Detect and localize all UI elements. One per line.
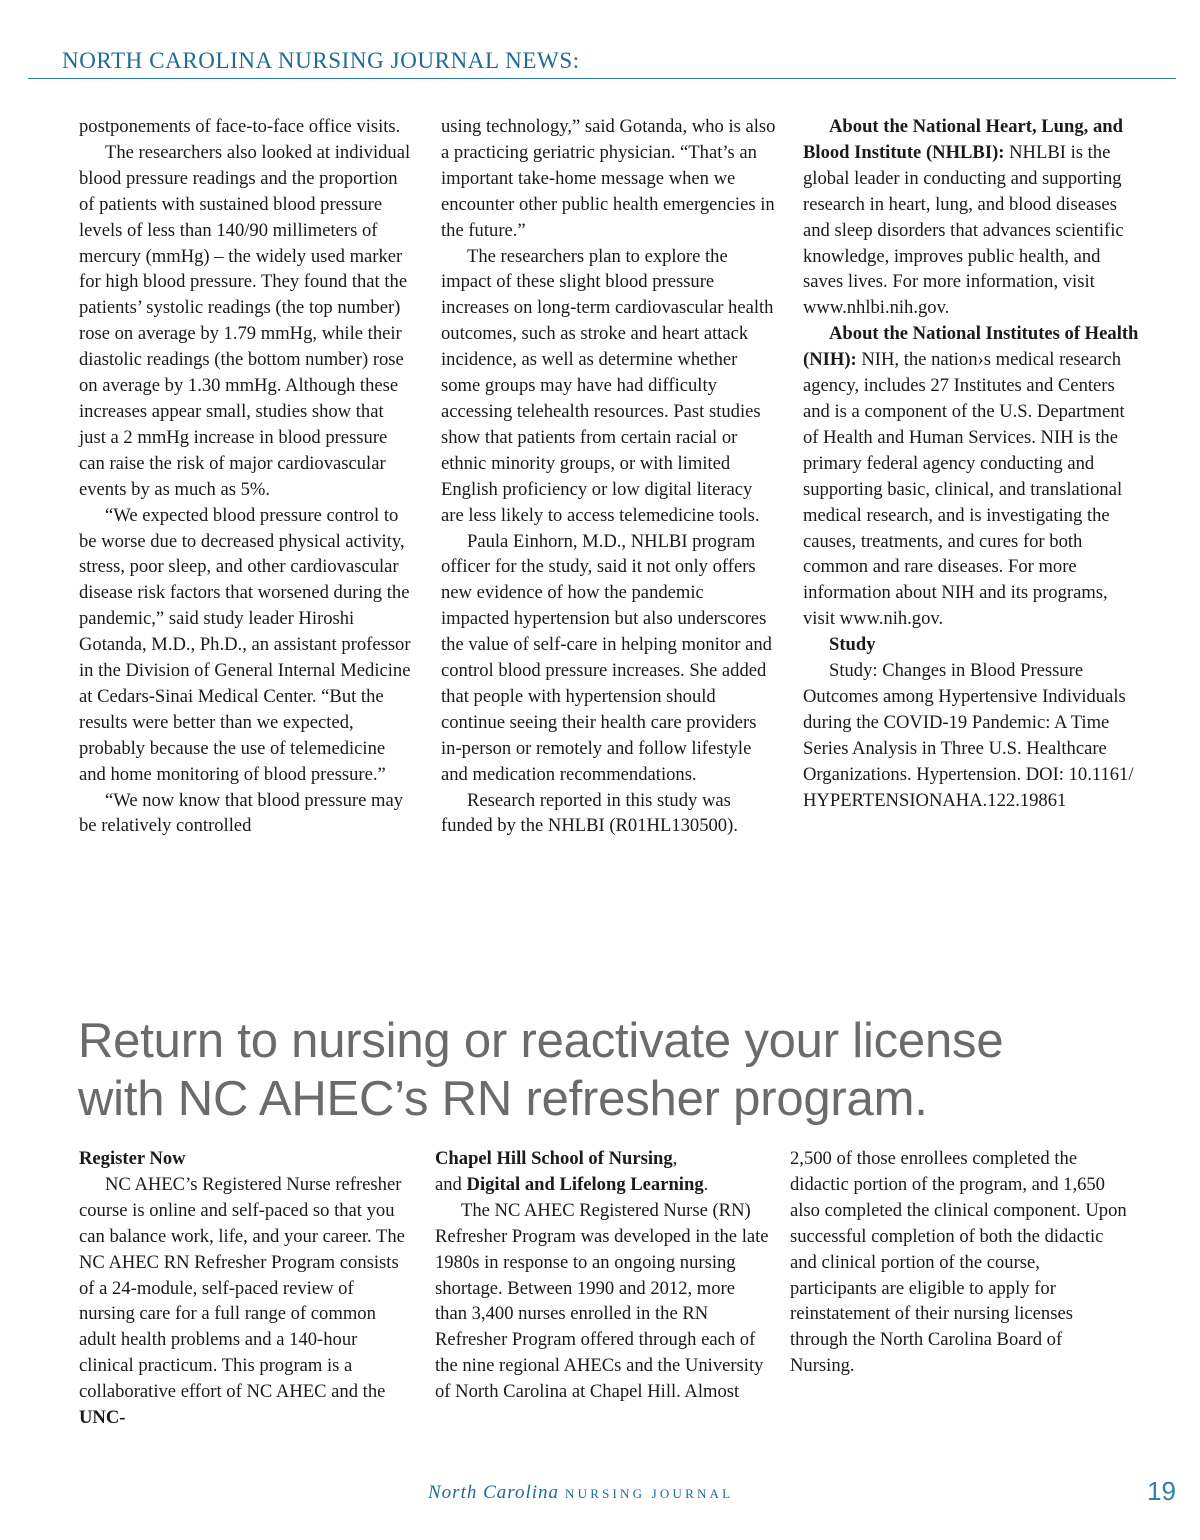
nhlbi-heading: About the National Heart, Lung, and Blood Institute (NHLBI): — [803, 116, 1123, 163]
paragraph: 2,500 of those enrollees completed the didactic portion of the program, and 1,650 also completed the clinical component. Upon successful completion of both the didactic and clinical portion of the course, participants are eligible to apply for reinstatement of their nursing licenses through the North Carolina Board of Nursing. — [790, 1148, 1127, 1377]
section-header-title: NORTH CAROLINA NURSING JOURNAL NEWS: — [62, 48, 580, 73]
nih-heading: About the National Institutes of Health (NIH): — [803, 323, 1139, 371]
promo-headline — [78, 1012, 1158, 1128]
school-of-nursing-bold: Chapel Hill School of Nursing — [435, 1148, 673, 1169]
promo-headline-line-2: with NC AHEC’s RN refresher program. — [78, 1072, 928, 1126]
paragraph: The researchers plan to explore the impact of these slight blood pressure increases on long-term cardiovascular health outcomes, such as stroke and heart attack incidence, as well as determine whether some groups may have had difficulty accessing telehealth resources. Past studies show that patients from certain racial or ethnic minority groups, or with limited English proficiency or low digital literacy are less likely to access telemedicine tools. — [441, 245, 774, 526]
nhlbi-about-paragraph — [803, 114, 1143, 321]
article-column-3 — [803, 114, 1143, 813]
paragraph: The NC AHEC Registered Nurse (RN) Refresher Program was developed in the late 1980s in response to an ongoing nursing shortage. Between 1990 and 2012, more than 3,400 nurses enrolled in the RN Refresher Program offered through each of the nine regional AHECs and the University of North Carolina at Chapel Hill. Almost — [435, 1199, 769, 1403]
promo-column-1 — [79, 1146, 414, 1431]
footer-journal-caps: NURSING JOURNAL — [565, 1486, 734, 1501]
register-heading: Register Now — [79, 1148, 186, 1169]
study-citation: Study: Changes in Blood Pressure Outcomes among Hypertensive Individuals during the COVID-19 Pandemic: A Time Series Analysis in Three U.S. Healthcare Organizations. Hypertension. DOI: 10.1161/ HYPERTENSIONAHA.122.19861 — [803, 660, 1134, 811]
digital-learning-bold: Digital and Lifelong Learning — [466, 1173, 704, 1195]
paragraph: Research reported in this study was funded by the NHLBI (R01HL130500). — [441, 789, 738, 837]
study-heading: Study — [829, 634, 876, 656]
paragraph: “We now know that blood pressure may be relatively controlled — [79, 789, 403, 837]
promo-headline-line-1: Return to nursing or reactivate your license — [78, 1014, 1004, 1068]
footer-journal-script: North Carolina — [428, 1482, 560, 1503]
promo-column-2 — [435, 1146, 770, 1405]
nih-text: NIH, the nation›s medical research agency, includes 27 Institutes and Centers and is a component of the U.S. Department of Health and Human Services. NIH is the primary federal agency conducting and supporting basic, clinical, and translational medical research, and is investigating the causes, treatments, and cures for both common and rare diseases. For more information about NIH and its programs, visit www.nih.gov. — [803, 349, 1125, 630]
paragraph: using technology,” said Gotanda, who is also a practicing geriatric physician. “That’s an important take-home message when we encounter other public health emergencies in the future.” — [441, 116, 776, 241]
paragraph: The researchers also looked at individual blood pressure readings and the proportion of patients with sustained blood pressure levels of less than 140/90 millimeters of mercury (mmHg) – the widely used marker for high blood pressure. They found that the patients’ systolic readings (the top number) rose on average by 1.79 mmHg, while their diastolic readings (the bottom number) rose on average by 1.30 mmHg. Although these increases appear small, studies show that just a 2 mmHg increase in blood pressure can raise the risk of major cardiovascular events by as much as 5%. — [79, 141, 411, 500]
article-column-2 — [441, 114, 776, 839]
paragraph: Paula Einhorn, M.D., NHLBI program officer for the study, said it not only offers new evidence of how the pandemic impacted hypertension but also underscores the value of self-care in helping monitor and control blood pressure increases. She added that people with hypertension should continue seeing their health care providers in-person or remotely and follow lifestyle and medication recommendations. — [441, 530, 772, 785]
header-divider — [28, 78, 1176, 79]
footer-journal-name — [428, 1482, 768, 1504]
article-column-1 — [79, 114, 414, 839]
paragraph: Chapel Hill School of Nursing, and Digital and Lifelong Learning. — [435, 1148, 709, 1195]
paragraph: NC AHEC’s Registered Nurse refresher course is online and self-paced so that you can balance work, life, and your career. The NC AHEC RN Refresher Program consists of a 24-module, self-paced review of nursing care for a full range of common adult health problems and a 140-hour clinical practicum. This program is a collaborative effort of NC AHEC and the UNC- — [79, 1173, 405, 1429]
nih-about-paragraph — [803, 321, 1143, 632]
paragraph: “We expected blood pressure control to be worse due to decreased physical activity, stress, poor sleep, and other cardiovascular disease risk factors that worsened during the pandemic,” said study leader Hiroshi Gotanda, M.D., Ph.D., an assistant professor in the Division of General Internal Medicine at Cedars-Sinai Medical Center. “But the results were better than we expected, probably because the use of telemedicine and home monitoring of blood pressure.” — [79, 504, 411, 785]
promo-column-3 — [790, 1146, 1130, 1379]
nhlbi-text: NHLBI is the global leader in conducting and supporting research in heart, lung, and blood diseases and sleep disorders that advances scientific knowledge, improves public health, and saves lives. For more information, visit www.nhlbi.nih.gov. — [803, 141, 1124, 319]
page-number: 19 — [1147, 1476, 1176, 1506]
unc-bold: UNC- — [79, 1407, 126, 1429]
paragraph: postponements of face-to-face office visits. — [79, 116, 401, 137]
